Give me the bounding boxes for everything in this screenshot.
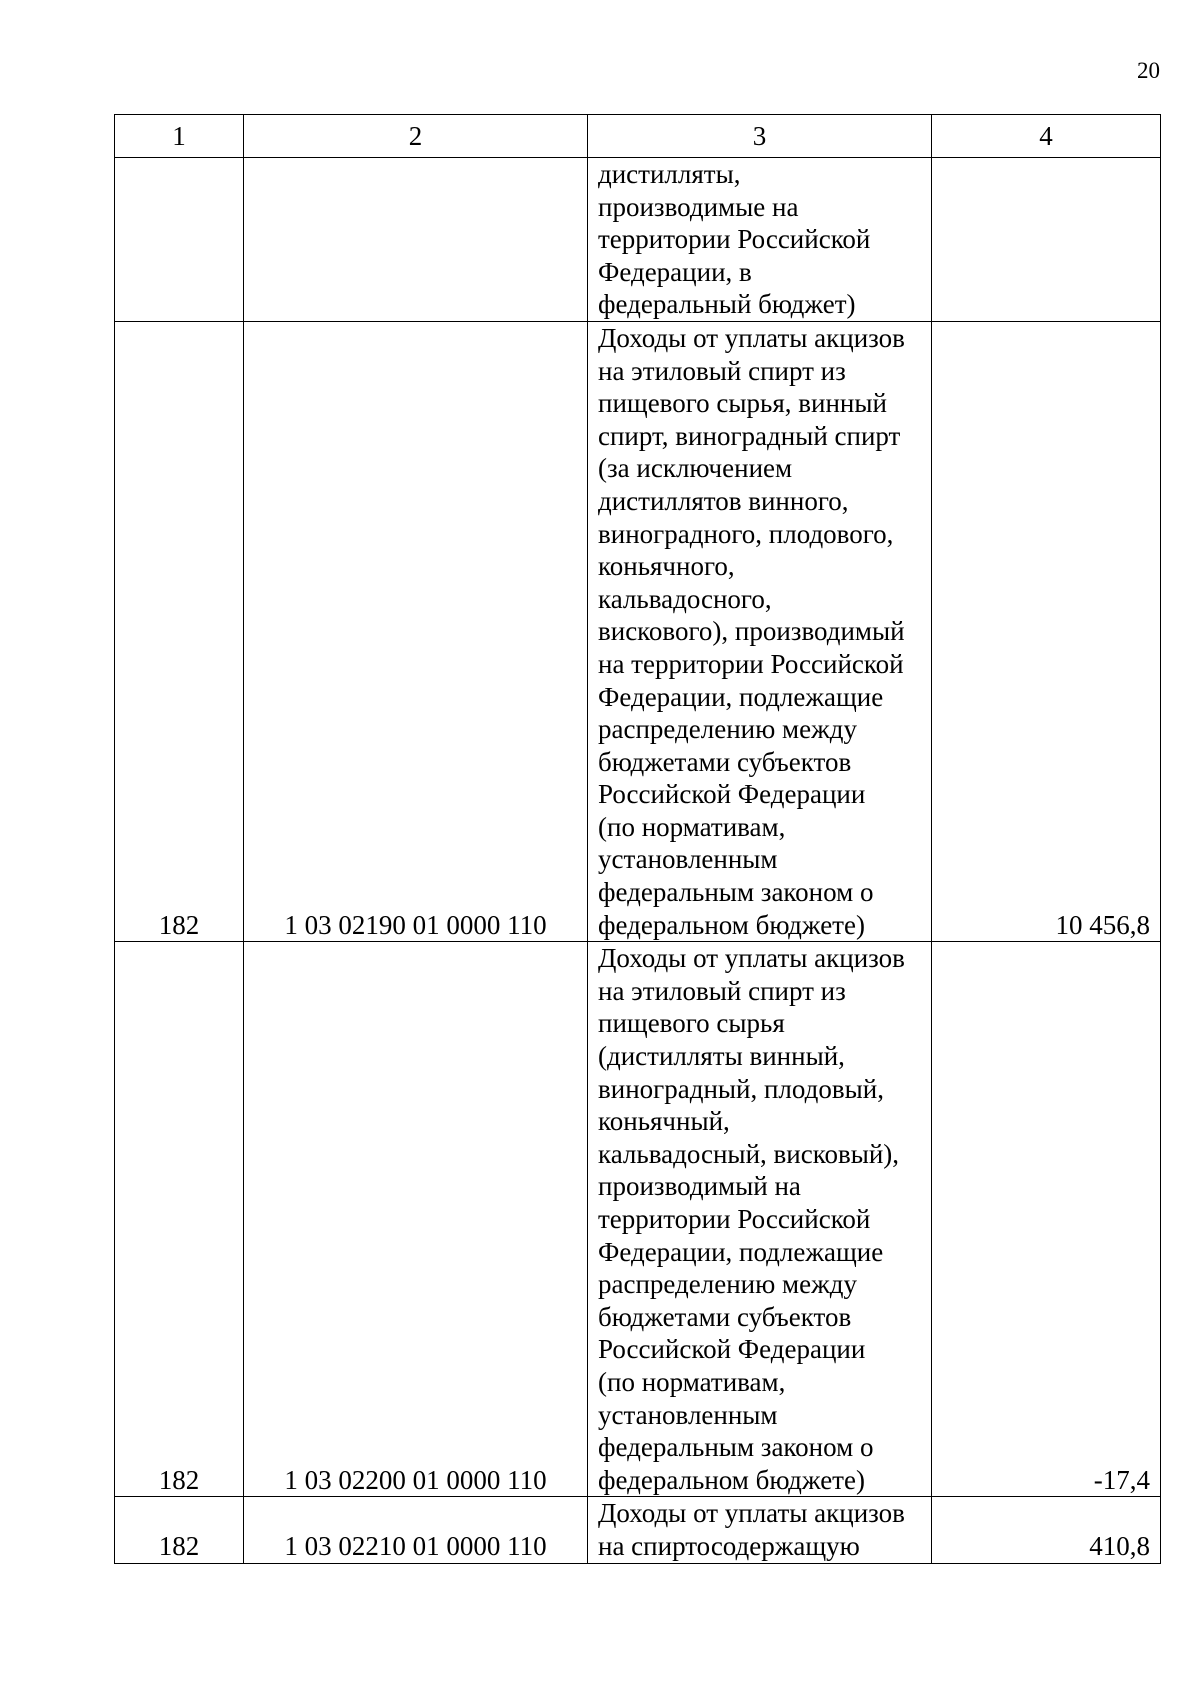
- description-cell: Доходы от уплаты акцизов на спиртосодержащую: [588, 1497, 932, 1563]
- page-number: 20: [1137, 58, 1160, 83]
- table-row: [115, 1497, 1161, 1563]
- column-header-3: 3: [588, 115, 932, 158]
- description-cell: Доходы от уплаты акцизов на этиловый спирт из пищевого сырья (дистилляты винный, виноградный, плодовый, коньячный, кальвадосный, висковый), производимый на территории Российской Федерации, подлежащие распределению между бюджетами субъектов Российской Федерации (по нормативам, установленным федеральным законом о федеральном бюджете): [588, 942, 932, 1497]
- admin-code-cell: 182: [115, 321, 244, 941]
- column-header-2: 2: [244, 115, 588, 158]
- description-cell: Доходы от уплаты акцизов на этиловый спирт из пищевого сырья, винный спирт, виноградный спирт (за исключением дистиллятов винного, виноградного, плодового, коньячного, кальвадосного, вискового), производимый на территории Российской Федерации, подлежащие распределению между бюджетами субъектов Российской Федерации (по нормативам, установленным федеральным законом о федеральном бюджете): [588, 321, 932, 941]
- admin-code-cell: 182: [115, 1497, 244, 1563]
- budget-code-cell: 1 03 02200 01 0000 110: [244, 942, 588, 1497]
- amount-cell: 10 456,8: [932, 321, 1161, 941]
- column-header-1: 1: [115, 115, 244, 158]
- admin-code-cell: [115, 158, 244, 322]
- table-header-row: [115, 115, 1161, 158]
- budget-code-cell: 1 03 02210 01 0000 110: [244, 1497, 588, 1563]
- column-header-4: 4: [932, 115, 1161, 158]
- admin-code-cell: 182: [115, 942, 244, 1497]
- amount-cell: [932, 158, 1161, 322]
- budget-code-cell: 1 03 02190 01 0000 110: [244, 321, 588, 941]
- table-row: [115, 942, 1161, 1497]
- table-row: [115, 321, 1161, 941]
- amount-cell: 410,8: [932, 1497, 1161, 1563]
- revenue-table: [114, 114, 1161, 1564]
- budget-code-cell: [244, 158, 588, 322]
- amount-cell: -17,4: [932, 942, 1161, 1497]
- description-cell: дистилляты, производимые на территории Российской Федерации, в федеральный бюджет): [588, 158, 932, 322]
- table-row: [115, 158, 1161, 322]
